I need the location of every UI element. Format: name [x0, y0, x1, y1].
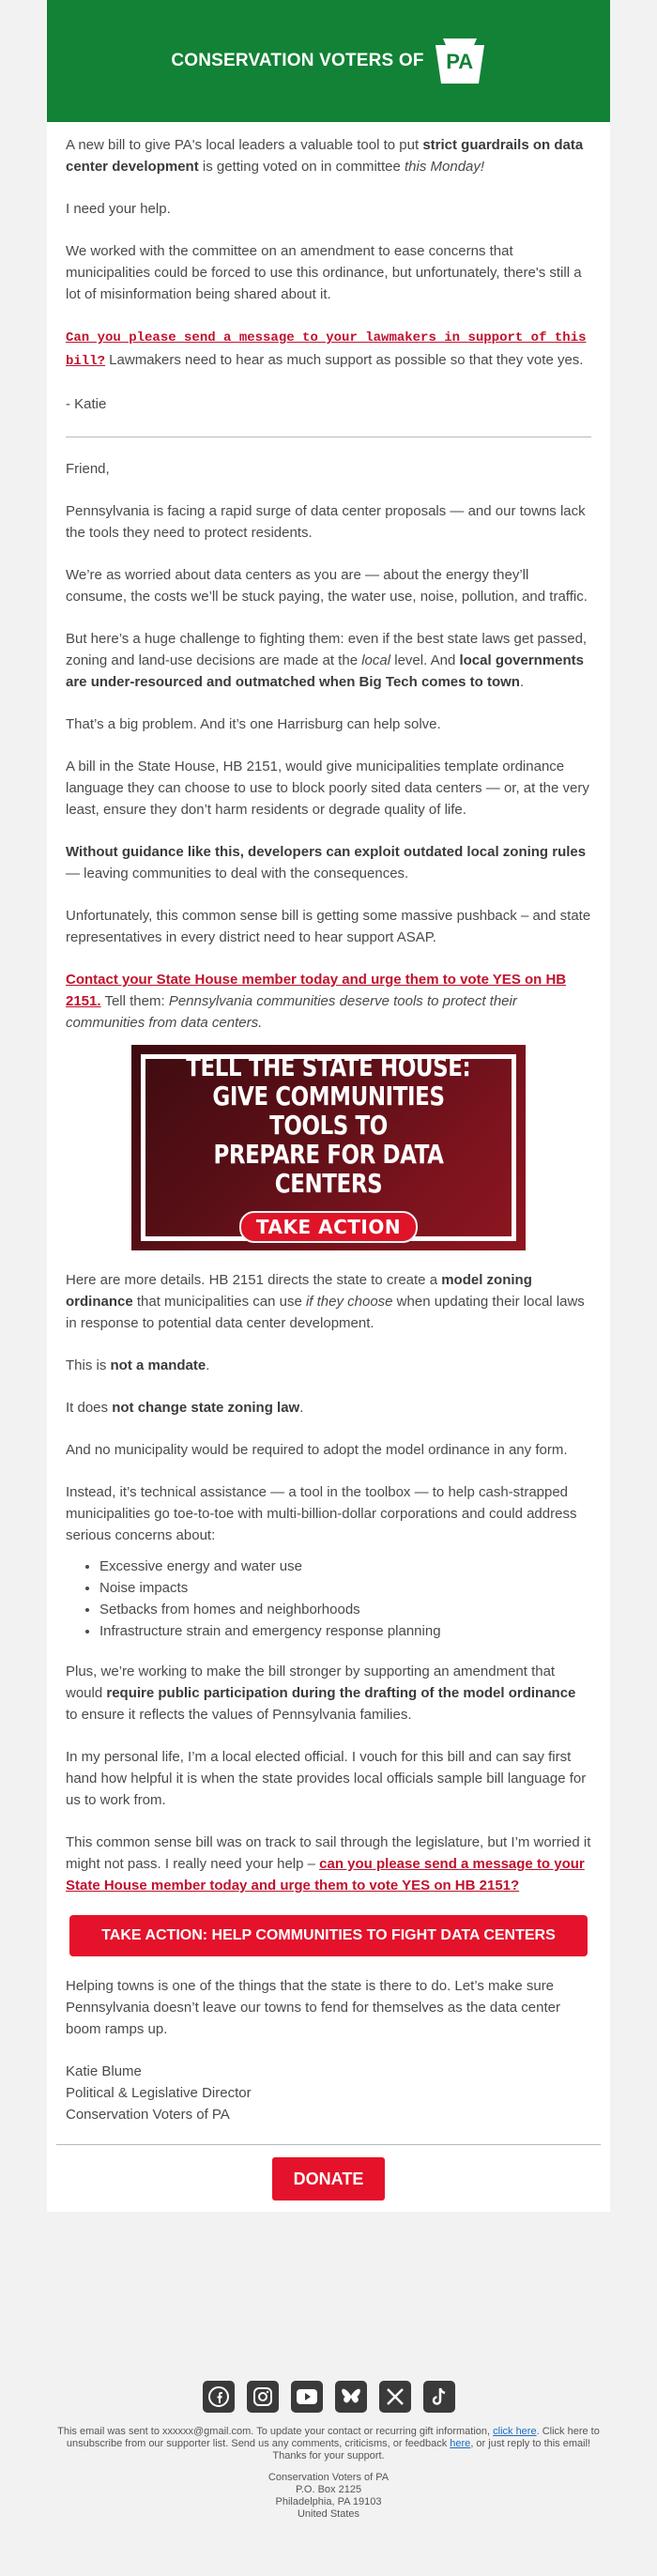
social-icons	[0, 2369, 657, 2413]
signature-org: Conservation Voters of PA	[66, 2107, 230, 2123]
banner-frame	[141, 1051, 516, 1241]
body-paragraph-3: But here’s a huge challenge to fighting them: even if the best state laws get passed, zoning and land-use decisions are made at the local level. And local governments are under-resourced and outmatched when Big Tech comes to town.	[66, 631, 588, 690]
greeting: Friend,	[66, 461, 110, 477]
body-paragraph-5: A bill in the State House, HB 2151, would give municipalities template ordinance language they can choose to use to block poorly sited data centers — or, at the very least, ensure they don’t harm residents or degrade quality of life.	[66, 759, 589, 818]
brand-text: CONSERVATION VOTERS OF	[171, 51, 424, 70]
signature-block	[66, 2061, 591, 2125]
tiktok-icon[interactable]	[423, 2381, 455, 2413]
list-item: • Noise impacts	[99, 1577, 591, 1599]
email-footer	[0, 2369, 657, 2521]
address-line: P.O. Box 2125	[295, 2484, 362, 2495]
address-line: United States	[297, 2508, 360, 2520]
body-paragraph-8: Contact your State House member today and urge them to vote YES on HB 2151. Tell them: Pennsylvania communities deserve tools to protect their communities from data centers.	[66, 972, 567, 1031]
list-item: • Excessive energy and water use	[99, 1556, 591, 1577]
email-body	[47, 122, 610, 2125]
list-item: • Infrastructure strain and emergency response planning	[99, 1620, 591, 1642]
details-paragraph-8: This common sense bill was on track to sail through the legislature, but I’m worried it might not pass. I really need your help – can you please send a message to your State House member today and urge them to vote YES on HB 2151?	[66, 1834, 591, 1894]
donate-wrap	[47, 2157, 610, 2212]
details-paragraph-5: Instead, it’s technical assistance — a tool in the toolbox — to help cash-strapped municipalities go toe-to-toe with multi-billion-dollar corporations and could address serious concerns about:	[66, 1484, 577, 1543]
update-info-link[interactable]: click here	[493, 2426, 537, 2437]
intro-signoff: - Katie	[66, 396, 107, 412]
email-sheet	[47, 0, 610, 2212]
concerns-list	[66, 1556, 591, 1642]
signature-name: Katie Blume	[66, 2063, 142, 2079]
intro-paragraph-2: I need your help.	[66, 201, 171, 217]
list-item: • Setbacks from homes and neighborhoods	[99, 1599, 591, 1620]
intro-paragraph-4: Can you please send a message to your lawmakers in support of this bill? Lawmakers need to hear as much support as possible so that they vote yes.	[66, 330, 587, 369]
body-paragraph-6: Without guidance like this, developers can exploit outdated local zoning rules — leaving communities to deal with the consequences.	[66, 844, 587, 882]
intro-paragraph-3: We worked with the committee on an amendment to ease concerns that municipalities could be forced to use this ordinance, but unfortunately, there's still a lot of misinformation being shared about it.	[66, 243, 582, 302]
details-paragraph-6: Plus, we’re working to make the bill stronger by supporting an amendment that would require public participation during the drafting of the model ordinance to ensure it reflects the values of Pennsylvania families.	[66, 1664, 576, 1723]
donate-button[interactable]: DONATE	[272, 2157, 385, 2200]
send-message-link[interactable]: can you please send a message to your State House member today and urge them to vote YES on HB 2151?	[66, 1856, 585, 1894]
email-header	[47, 0, 610, 122]
details-paragraph-4: And no municipality would be required to adopt the model ordinance in any form.	[66, 1442, 568, 1458]
banner-wrap	[66, 1045, 591, 1250]
details-paragraph-9: Helping towns is one of the things that the state is there to do. Let’s make sure Pennsylvania doesn’t leave our towns to fend for themselves as the data center boom ramps up.	[66, 1978, 560, 2037]
contact-house-link[interactable]: Contact your State House member today and urge them to vote YES on HB 2151.	[66, 972, 567, 1009]
youtube-icon[interactable]	[291, 2381, 323, 2413]
take-action-banner[interactable]	[131, 1045, 526, 1250]
feedback-link[interactable]: here	[450, 2438, 471, 2449]
lawmakers-message-link[interactable]: Can you please send a message to your lawmakers in support of this bill?	[66, 330, 587, 369]
address-line: Philadelphia, PA 19103	[275, 2496, 382, 2507]
body-paragraph-2: We’re as worried about data centers as you are — about the energy they’ll consume, the costs we’ll be stuck paying, the water use, noise, pollution, and traffic.	[66, 567, 588, 605]
address-line: Conservation Voters of PA	[267, 2472, 390, 2483]
body-paragraph-4: That’s a big problem. And it’s one Harrisburg can help solve.	[66, 716, 441, 732]
banner-line-1: TELL THE STATE HOUSE:	[186, 1051, 471, 1082]
footer-divider	[56, 2144, 601, 2145]
instagram-icon[interactable]	[247, 2381, 279, 2413]
footer-fine-print: This email was sent to xxxxxx@gmail.com. To update your contact or recurring gift information, click here. Click here to unsubscribe from our supporter list. Send us any comments, criticisms, or feedback here, or just reply to this email! Thanks for your support.	[57, 2426, 600, 2461]
details-paragraph-2: This is not a mandate.	[66, 1357, 210, 1373]
details-paragraph-7: In my personal life, I’m a local elected official. I vouch for this bill and can say first hand how helpful it is when the state provides local officials sample bill language for us to work from.	[66, 1749, 587, 1808]
take-action-button[interactable]: TAKE ACTION: HELP COMMUNITIES TO FIGHT DATA CENTERS	[69, 1915, 588, 1956]
details-paragraph-3: It does not change state zoning law.	[66, 1400, 304, 1416]
body-paragraph-7: Unfortunately, this common sense bill is getting some massive pushback – and state representatives in every district need to hear support ASAP.	[66, 908, 591, 945]
pa-keystone-logo	[434, 37, 486, 85]
bluesky-icon[interactable]	[335, 2381, 367, 2413]
logo-text: PA	[446, 50, 474, 73]
x-icon[interactable]	[379, 2381, 411, 2413]
body-paragraph-1: Pennsylvania is facing a rapid surge of data center proposals — and our towns lack the tools they need to protect residents.	[66, 503, 586, 541]
facebook-icon[interactable]	[203, 2381, 235, 2413]
details-paragraph-1: Here are more details. HB 2151 directs the state to create a model zoning ordinance that municipalities can use if they choose when updating their local laws in response to potential data center development.	[66, 1272, 585, 1331]
banner-line-2: GIVE COMMUNITIES TOOLS TO	[212, 1081, 445, 1141]
mailing-address	[0, 2472, 657, 2521]
banner-line-3: PREPARE FOR DATA CENTERS	[213, 1139, 444, 1199]
signature-title: Political & Legislative Director	[66, 2085, 252, 2101]
banner-take-action-button[interactable]: TAKE ACTION	[239, 1211, 418, 1243]
intro-paragraph-1: A new bill to give PA's local leaders a valuable tool to put strict guardrails on data center development is getting voted on in committee this Monday!	[66, 137, 584, 175]
